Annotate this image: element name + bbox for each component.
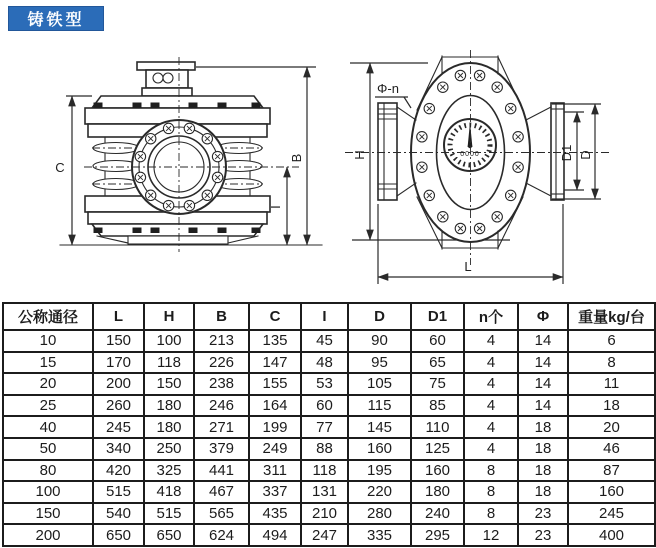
table-cell: 18 [518, 481, 568, 503]
table-cell: 18 [518, 416, 568, 438]
table-cell: 280 [348, 503, 411, 525]
table-cell: 8 [464, 481, 518, 503]
table-cell: 200 [3, 524, 93, 546]
table-cell: 565 [194, 503, 249, 525]
table-cell: 135 [249, 330, 301, 352]
table-cell: 441 [194, 460, 249, 482]
table-header-cell: D [348, 303, 411, 330]
table-cell: 260 [93, 395, 144, 417]
table-cell: 515 [144, 503, 194, 525]
table-cell: 420 [93, 460, 144, 482]
table-cell: 337 [249, 481, 301, 503]
table-cell: 160 [411, 460, 464, 482]
table-cell: 238 [194, 373, 249, 395]
table-cell: 11 [568, 373, 655, 395]
table-cell: 226 [194, 352, 249, 374]
dimension-h [352, 63, 370, 240]
table-cell: 311 [249, 460, 301, 482]
table-cell: 118 [144, 352, 194, 374]
table-cell: 195 [348, 460, 411, 482]
table-cell: 8 [464, 503, 518, 525]
table-cell: 14 [518, 352, 568, 374]
table-cell: 80 [3, 460, 93, 482]
left-view [55, 57, 322, 252]
table-cell: 150 [3, 503, 93, 525]
dial-odometer: 0000 [460, 151, 480, 158]
table-cell: 18 [568, 395, 655, 417]
table-row [3, 438, 655, 460]
table-cell: 180 [411, 481, 464, 503]
table-cell: 245 [93, 416, 144, 438]
table-cell: 25 [3, 395, 93, 417]
table-cell: 494 [249, 524, 301, 546]
table-header-cell: D1 [411, 303, 464, 330]
table-cell: 95 [348, 352, 411, 374]
table-cell: 20 [568, 416, 655, 438]
table-cell: 88 [301, 438, 348, 460]
table-cell: 325 [144, 460, 194, 482]
table-cell: 180 [144, 395, 194, 417]
table-cell: 249 [249, 438, 301, 460]
table-header-cell: I [301, 303, 348, 330]
type-badge-label: 铸铁型 [27, 12, 85, 29]
front-flange-circle [132, 120, 226, 214]
right-view [345, 50, 612, 284]
table-cell: 160 [568, 481, 655, 503]
table-cell: 220 [348, 481, 411, 503]
table-header-cell: L [93, 303, 144, 330]
table-cell: 170 [93, 352, 144, 374]
dim-label-h: H [352, 150, 367, 160]
table-cell: 295 [411, 524, 464, 546]
table-cell: 50 [3, 438, 93, 460]
table-cell: 200 [93, 373, 144, 395]
table-cell: 147 [249, 352, 301, 374]
table-cell: 8 [464, 460, 518, 482]
table-cell: 250 [144, 438, 194, 460]
table-header-cell: 公称通径 [3, 303, 93, 330]
table-cell: 110 [411, 416, 464, 438]
table-cell: 10 [3, 330, 93, 352]
table-cell: 18 [518, 438, 568, 460]
dim-label-d: D [578, 150, 593, 160]
dimension-i [268, 167, 287, 245]
dim-label-d1: D1 [559, 144, 574, 162]
table-row [3, 460, 655, 482]
dial-gauge [444, 119, 496, 171]
table-cell: 15 [3, 352, 93, 374]
table-cell: 155 [249, 373, 301, 395]
table-cell: 77 [301, 416, 348, 438]
spec-table [2, 302, 656, 547]
table-row [3, 416, 655, 438]
table-cell: 624 [194, 524, 249, 546]
table-cell: 14 [518, 330, 568, 352]
table-cell: 240 [411, 503, 464, 525]
table-cell: 48 [301, 352, 348, 374]
table-cell: 4 [464, 352, 518, 374]
table-cell: 435 [249, 503, 301, 525]
table-cell: 4 [464, 416, 518, 438]
table-cell: 199 [249, 416, 301, 438]
table-cell: 115 [348, 395, 411, 417]
table-cell: 4 [464, 395, 518, 417]
table-cell: 650 [93, 524, 144, 546]
dim-label-l: L [464, 259, 472, 274]
table-cell: 160 [348, 438, 411, 460]
table-header-cell: B [194, 303, 249, 330]
table-cell: 650 [144, 524, 194, 546]
table-cell: 540 [93, 503, 144, 525]
table-row [3, 503, 655, 525]
table-cell: 515 [93, 481, 144, 503]
table-row [3, 352, 655, 374]
table-cell: 418 [144, 481, 194, 503]
table-cell: 145 [348, 416, 411, 438]
table-body [3, 330, 655, 546]
table-cell: 60 [301, 395, 348, 417]
table-cell: 75 [411, 373, 464, 395]
dim-label-i: I [268, 205, 283, 209]
table-cell: 90 [348, 330, 411, 352]
table-cell: 118 [301, 460, 348, 482]
table-row [3, 373, 655, 395]
table-cell: 105 [348, 373, 411, 395]
table-row [3, 330, 655, 352]
table-cell: 60 [411, 330, 464, 352]
table-cell: 150 [93, 330, 144, 352]
table-header-cell: Φ [518, 303, 568, 330]
table-header-cell: n个 [464, 303, 518, 330]
table-cell: 4 [464, 373, 518, 395]
table-cell: 4 [464, 438, 518, 460]
table-cell: 23 [518, 524, 568, 546]
table-cell: 164 [249, 395, 301, 417]
table-cell: 150 [144, 373, 194, 395]
table-row [3, 395, 655, 417]
register-counter [137, 62, 195, 96]
table-cell: 65 [411, 352, 464, 374]
table-cell: 131 [301, 481, 348, 503]
table-cell: 40 [3, 416, 93, 438]
table-cell: 246 [194, 395, 249, 417]
table-cell: 245 [568, 503, 655, 525]
table-cell: 18 [518, 460, 568, 482]
table-cell: 379 [194, 438, 249, 460]
table-cell: 100 [3, 481, 93, 503]
table-cell: 53 [301, 373, 348, 395]
table-cell: 247 [301, 524, 348, 546]
table-cell: 335 [348, 524, 411, 546]
table-cell: 45 [301, 330, 348, 352]
dim-label-c: C [55, 160, 65, 175]
table-cell: 213 [194, 330, 249, 352]
table-row [3, 524, 655, 546]
table-cell: 340 [93, 438, 144, 460]
table-cell: 210 [301, 503, 348, 525]
table-row [3, 481, 655, 503]
dim-label-b: B [289, 153, 304, 163]
table-cell: 85 [411, 395, 464, 417]
table-header-cell: 重量kg/台 [568, 303, 655, 330]
table-cell: 8 [568, 352, 655, 374]
table-cell: 87 [568, 460, 655, 482]
table-cell: 467 [194, 481, 249, 503]
table-cell: 20 [3, 373, 93, 395]
table-cell: 14 [518, 373, 568, 395]
table-cell: 180 [144, 416, 194, 438]
table-cell: 4 [464, 330, 518, 352]
table-cell: 400 [568, 524, 655, 546]
table-header-cell: C [249, 303, 301, 330]
table-cell: 23 [518, 503, 568, 525]
table-cell: 6 [568, 330, 655, 352]
table-cell: 125 [411, 438, 464, 460]
flange-hole-label: Φ-n [377, 81, 399, 96]
table-header-row [3, 303, 655, 330]
table-cell: 14 [518, 395, 568, 417]
table-header-cell: H [144, 303, 194, 330]
table-cell: 12 [464, 524, 518, 546]
table-cell: 46 [568, 438, 655, 460]
table-cell: 271 [194, 416, 249, 438]
table-cell: 100 [144, 330, 194, 352]
